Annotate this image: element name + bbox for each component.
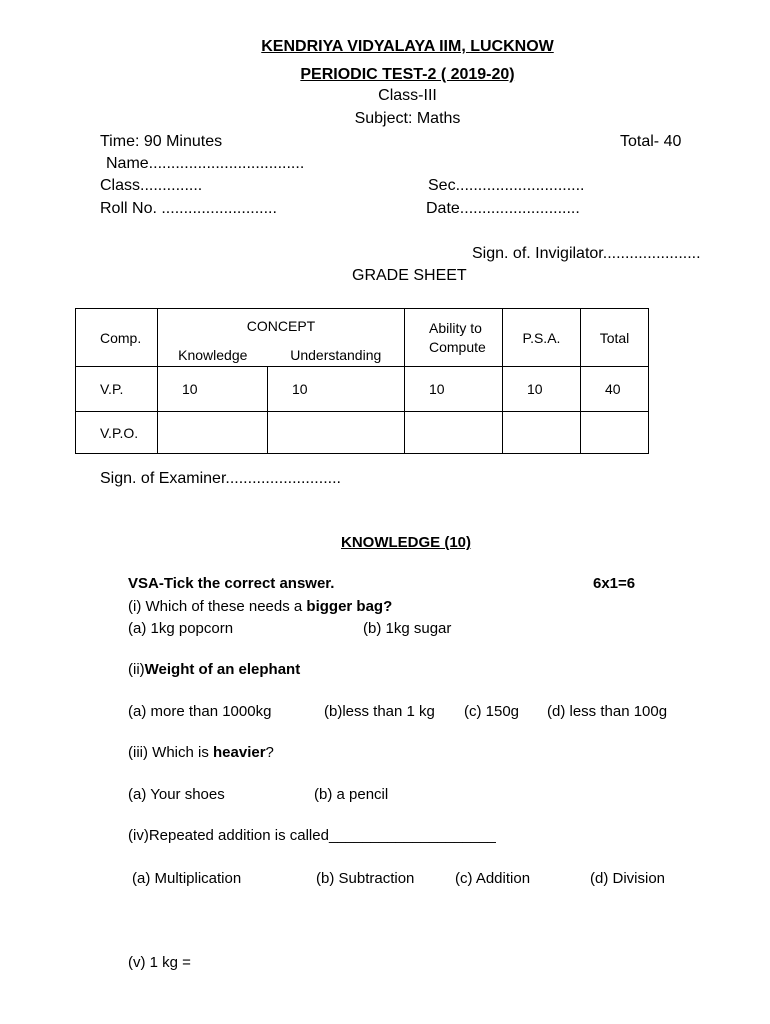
- question-3: [128, 744, 274, 761]
- row-label: V.P.O.: [76, 412, 158, 454]
- question-2: [128, 661, 300, 678]
- header-total: Total: [581, 309, 649, 367]
- q3-option-b: (b) a pencil: [314, 786, 389, 803]
- cell-knowledge: [158, 412, 268, 454]
- school-name: KENDRIYA VIDYALAYA IIM, LUCKNOW: [261, 38, 554, 55]
- grade-sheet-table: [75, 308, 649, 454]
- question-1: [128, 598, 392, 615]
- cell-ability: 10: [405, 367, 503, 412]
- table-row-vpo: [76, 412, 649, 454]
- date-field: Date...........................: [426, 200, 580, 217]
- question-3-bold: heavier: [213, 744, 266, 761]
- q4-option-d: (d) Division: [590, 870, 666, 887]
- header-knowledge: Knowledge: [158, 344, 268, 367]
- vsa-instruction: VSA-Tick the correct answer.: [128, 575, 335, 592]
- header-understanding: Understanding: [268, 344, 405, 367]
- total-marks-text: Total- 40: [620, 133, 682, 150]
- class-line: Class-III: [378, 87, 437, 104]
- cell-total: [581, 412, 649, 454]
- cell-knowledge: 10: [158, 367, 268, 412]
- question-2-bold: Weight of an elephant: [144, 661, 301, 678]
- name-field: Name...................................: [106, 155, 305, 172]
- subject-line: Subject: Maths: [354, 110, 461, 127]
- question-3-text: (iii) Which is: [128, 744, 213, 761]
- question-2-text: (ii): [128, 661, 145, 678]
- header-ability-to-compute: [405, 309, 503, 367]
- q4-option-a: (a) Multiplication: [132, 870, 242, 887]
- cell-understanding: [268, 412, 405, 454]
- q3-option-a: (a) Your shoes: [128, 786, 225, 803]
- cell-psa: [503, 412, 581, 454]
- header-concept: CONCEPT: [158, 309, 405, 344]
- q2-option-d: (d) less than 100g: [547, 703, 668, 720]
- cell-understanding: 10: [268, 367, 405, 412]
- question-3-suffix: ?: [265, 744, 274, 761]
- q2-option-c: (c) 150g: [464, 703, 520, 720]
- header-ability-line: Ability to: [429, 319, 482, 336]
- q4-option-c: (c) Addition: [455, 870, 531, 887]
- table-header-row: [76, 309, 649, 344]
- row-label: V.P.: [76, 367, 158, 412]
- cell-total: 40: [581, 367, 649, 412]
- class-field: Class..............: [100, 177, 203, 194]
- question-5: (v) 1 kg =: [128, 954, 191, 971]
- q4-option-b: (b) Subtraction: [316, 870, 415, 887]
- table-row-vp: [76, 367, 649, 412]
- vsa-marks: 6x1=6: [593, 575, 636, 592]
- q2-option-b: (b)less than 1 kg: [324, 703, 435, 720]
- section-field: Sec.............................: [428, 177, 585, 194]
- question-4: (iv)Repeated addition is called____________________: [128, 827, 496, 844]
- header-psa: P.S.A.: [503, 309, 581, 367]
- test-title: PERIODIC TEST-2 ( 2019-20): [300, 66, 515, 83]
- header-comp: Comp.: [76, 309, 158, 367]
- q1-option-b: (b) 1kg sugar: [363, 620, 452, 637]
- question-1-text: (i) Which of these needs a: [128, 598, 307, 615]
- roll-number-field: Roll No. ..........................: [100, 200, 277, 217]
- time-text: Time: 90 Minutes: [100, 133, 223, 150]
- cell-ability: [405, 412, 503, 454]
- q2-option-a: (a) more than 1000kg: [128, 703, 272, 720]
- q1-option-a: (a) 1kg popcorn: [128, 620, 234, 637]
- examiner-signature: Sign. of Examiner..........................: [100, 470, 341, 487]
- cell-psa: 10: [503, 367, 581, 412]
- grade-sheet-title: GRADE SHEET: [352, 267, 467, 284]
- section-title: KNOWLEDGE (10): [341, 534, 472, 551]
- question-1-bold: bigger bag?: [306, 598, 393, 615]
- header-compute-line: Compute: [429, 338, 486, 355]
- invigilator-signature: Sign. of. Invigilator......................: [472, 245, 701, 262]
